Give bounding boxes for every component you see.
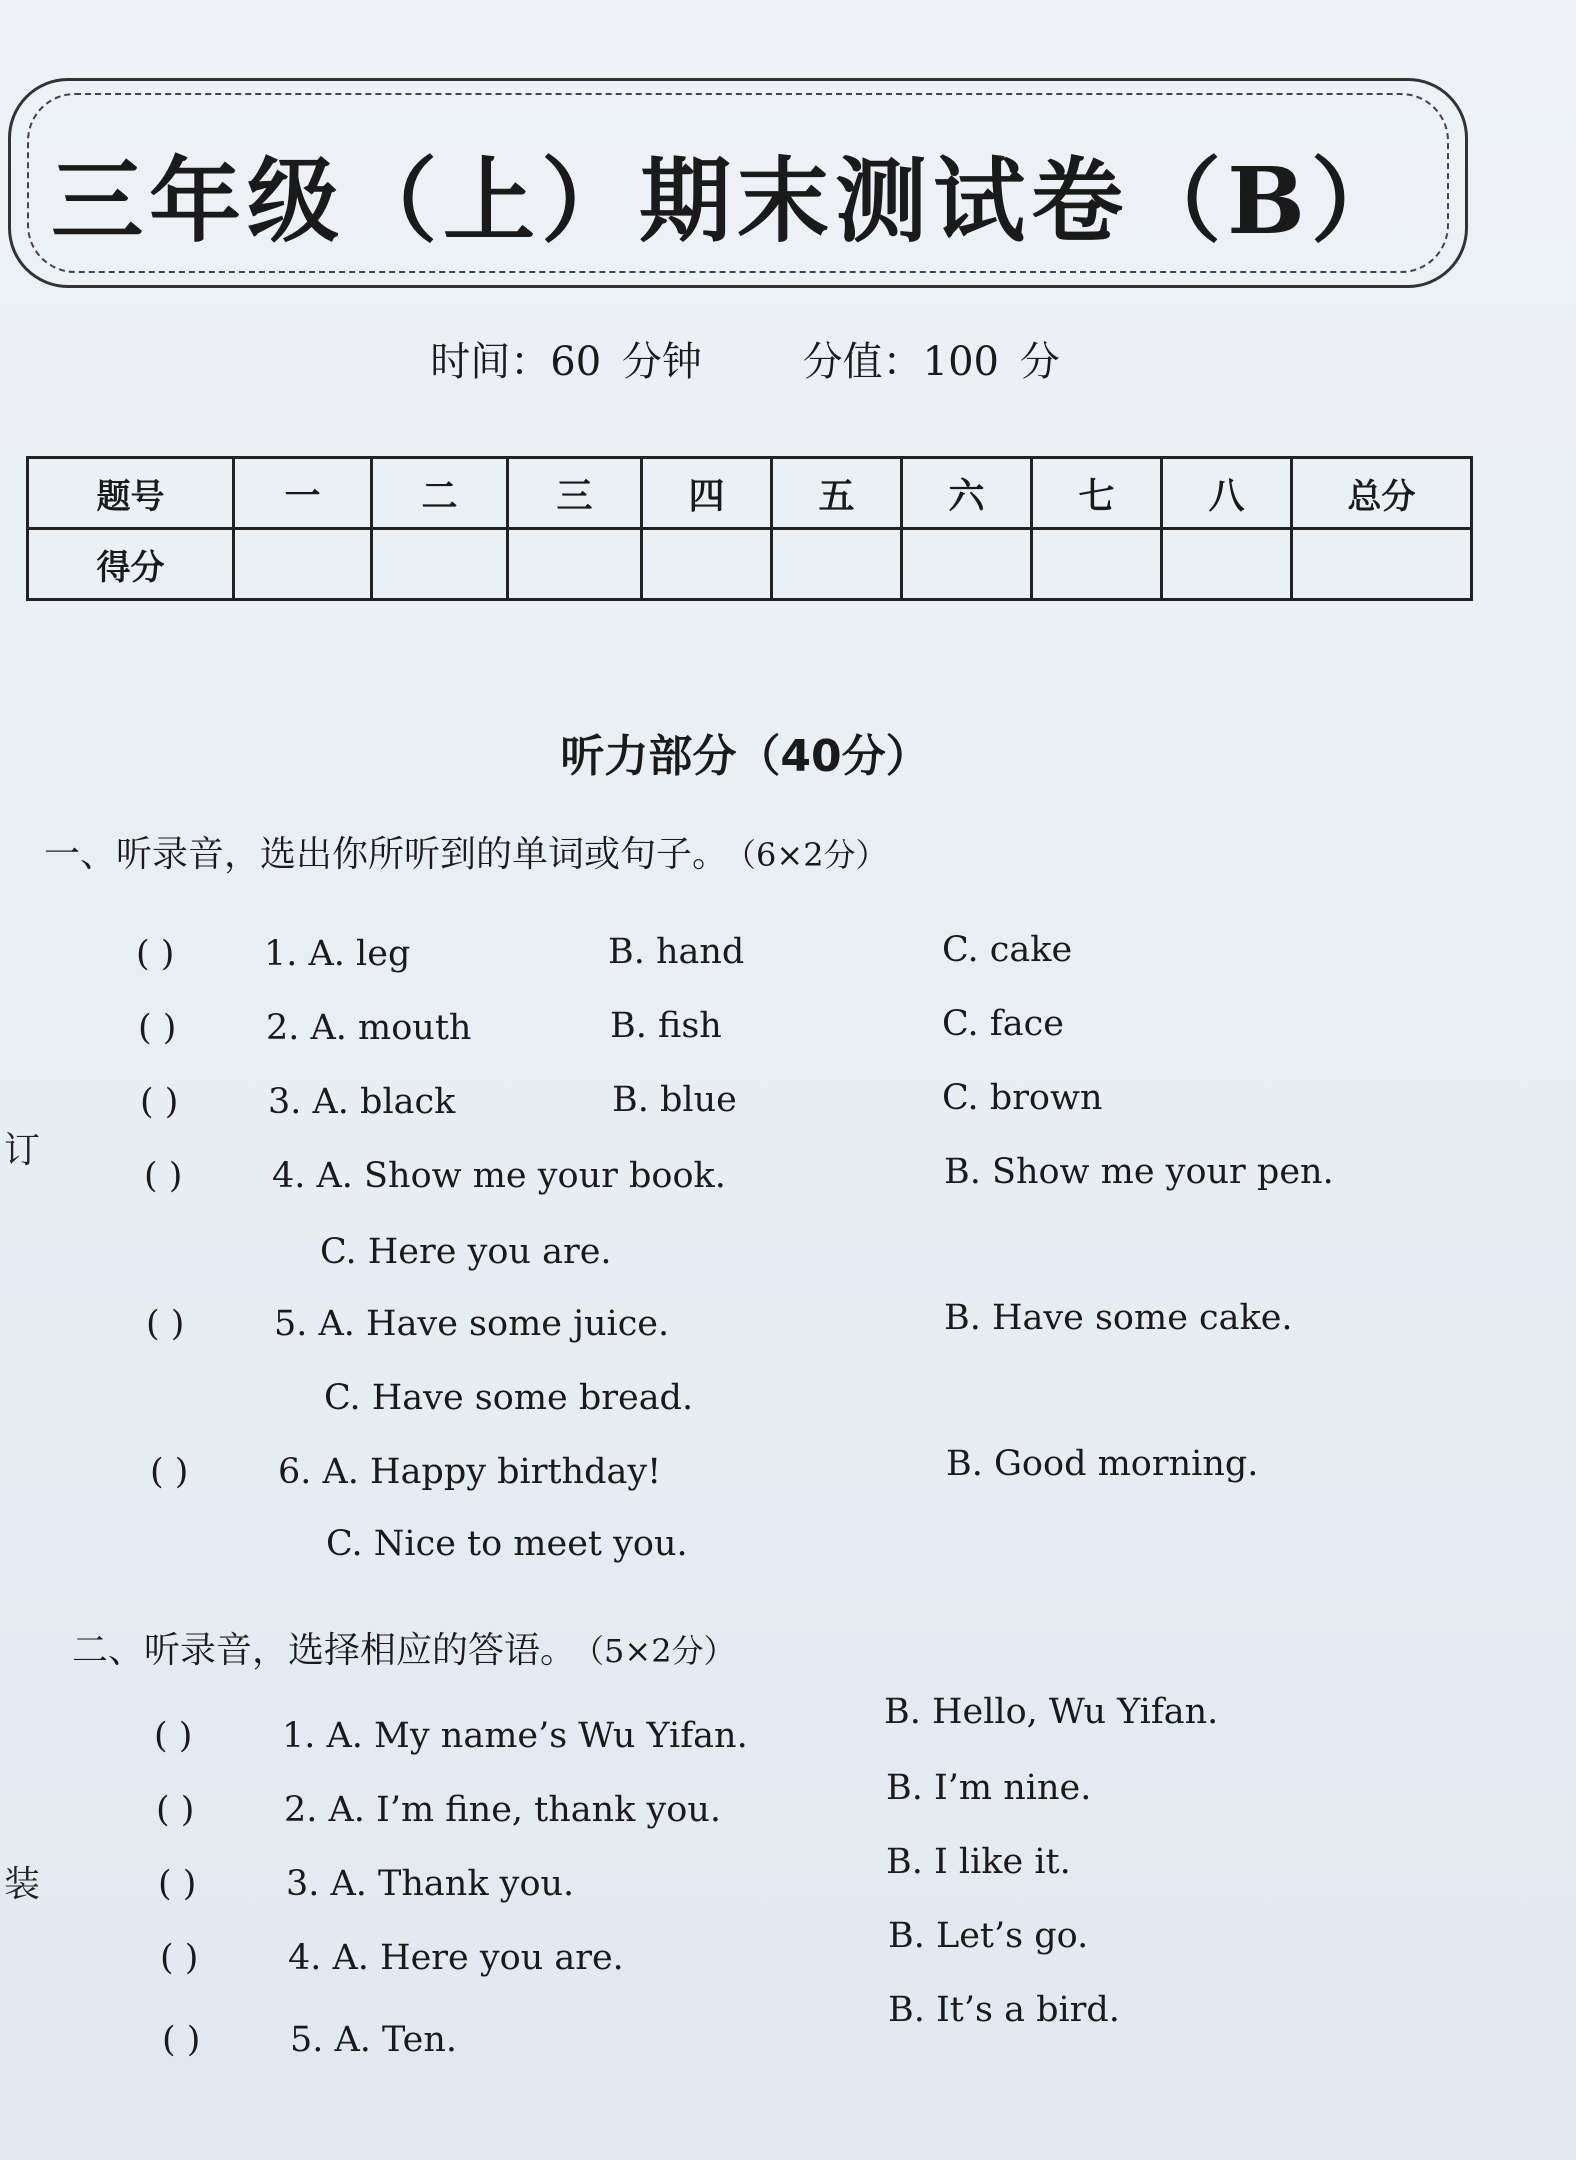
option-a: 4. A. Here you are. (288, 1938, 624, 1978)
cell-part-1: 一 (234, 458, 372, 529)
total-score: 分值：100 分 (802, 339, 1060, 385)
option-a: 1. A. My name’s Wu Yifan. (282, 1716, 748, 1756)
score-input-3[interactable] (508, 529, 642, 600)
option-a: 2. A. mouth (266, 1008, 472, 1048)
cell-question-number-label: 题号 (28, 458, 234, 529)
part2-question-1 (154, 1716, 748, 1756)
part1-q5-option-b: B. Have some cake. (944, 1298, 1293, 1338)
part1-q3-option-c: C. brown (942, 1078, 1103, 1118)
option-a: 3. A. black (268, 1082, 456, 1122)
cell-total-label: 总分 (1292, 458, 1472, 529)
cell-part-7: 七 (1032, 458, 1162, 529)
answer-blank[interactable]: ( ) (136, 934, 175, 974)
score-input-5[interactable] (772, 529, 902, 600)
part1-heading (44, 826, 888, 877)
answer-blank[interactable]: ( ) (162, 2020, 201, 2060)
exam-info (0, 330, 1490, 387)
part1-q1-option-c: C. cake (942, 930, 1073, 970)
cell-part-5: 五 (772, 458, 902, 529)
page-title: 三年级（上）期末测试卷（B） (51, 147, 1409, 255)
answer-blank[interactable]: ( ) (158, 1864, 197, 1904)
part2-heading (72, 1622, 736, 1673)
option-a: 4. A. Show me your book. (272, 1156, 726, 1196)
score-input-2[interactable] (372, 529, 508, 600)
part1-q3-option-b: B. blue (612, 1080, 737, 1120)
score-table-score-row (28, 529, 1472, 600)
score-input-4[interactable] (642, 529, 772, 600)
score-table-header-row (28, 458, 1472, 529)
part1-question-1 (136, 934, 410, 974)
answer-blank[interactable]: ( ) (146, 1304, 185, 1344)
option-a: 6. A. Happy birthday! (278, 1452, 662, 1492)
score-input-7[interactable] (1032, 529, 1162, 600)
part2-question-2 (156, 1790, 721, 1830)
part2-instruction: 二、听录音，选择相应的答语。 (72, 1630, 577, 1671)
cell-part-6: 六 (902, 458, 1032, 529)
part2-question-5 (162, 2020, 457, 2060)
time-limit: 时间：60 分钟 (430, 339, 702, 385)
cell-score-label: 得分 (28, 529, 234, 600)
answer-blank[interactable]: ( ) (160, 1938, 199, 1978)
listening-section-title: 听力部分（40分） (560, 731, 930, 782)
cell-part-4: 四 (642, 458, 772, 529)
cell-part-8: 八 (1162, 458, 1292, 529)
option-a: 3. A. Thank you. (286, 1864, 575, 1904)
part1-q5-option-c: C. Have some bread. (324, 1378, 694, 1418)
binding-mark-1: 订 (4, 1130, 41, 1171)
cell-part-3: 三 (508, 458, 642, 529)
answer-blank[interactable]: ( ) (144, 1156, 183, 1196)
score-input-1[interactable] (234, 529, 372, 600)
part1-question-5 (146, 1304, 669, 1344)
answer-blank[interactable]: ( ) (156, 1790, 195, 1830)
binding-mark-2: 装 (4, 1864, 41, 1905)
answer-blank[interactable]: ( ) (140, 1082, 179, 1122)
part1-q4-option-b: B. Show me your pen. (944, 1152, 1334, 1192)
part1-q6-option-c: C. Nice to meet you. (326, 1524, 688, 1564)
part2-q4-option-b: B. Let’s go. (888, 1916, 1089, 1956)
part1-q1-option-b: B. hand (608, 932, 745, 972)
option-a: 5. A. Have some juice. (274, 1304, 670, 1344)
score-table (26, 456, 1473, 601)
part2-q2-option-b: B. I’m nine. (886, 1768, 1092, 1808)
part1-points: （6×2分） (740, 836, 888, 874)
option-a: 2. A. I’m fine, thank you. (284, 1790, 722, 1830)
answer-blank[interactable]: ( ) (150, 1452, 189, 1492)
part2-question-4 (160, 1938, 624, 1978)
score-input-8[interactable] (1162, 529, 1292, 600)
score-input-6[interactable] (902, 529, 1032, 600)
part2-question-3 (158, 1864, 574, 1904)
part2-points: （5×2分） (588, 1632, 736, 1670)
part1-q6-option-b: B. Good morning. (946, 1444, 1259, 1484)
option-a: 5. A. Ten. (290, 2020, 458, 2060)
answer-blank[interactable]: ( ) (138, 1008, 177, 1048)
part1-question-3 (140, 1082, 455, 1122)
part1-question-6 (150, 1452, 661, 1492)
part1-q2-option-c: C. face (942, 1004, 1064, 1044)
part1-question-4 (144, 1156, 726, 1196)
answer-blank[interactable]: ( ) (154, 1716, 193, 1756)
part2-q3-option-b: B. I like it. (886, 1842, 1071, 1882)
part1-q4-option-c: C. Here you are. (320, 1232, 612, 1272)
option-a: 1. A. leg (264, 934, 411, 974)
cell-part-2: 二 (372, 458, 508, 529)
part2-q5-option-b: B. It’s a bird. (888, 1990, 1120, 2030)
part1-question-2 (138, 1008, 471, 1048)
part1-q2-option-b: B. fish (610, 1006, 722, 1046)
part1-instruction: 一、听录音，选出你所听到的单词或句子。 (44, 834, 729, 875)
score-input-total[interactable] (1292, 529, 1472, 600)
part2-q1-option-b: B. Hello, Wu Yifan. (884, 1692, 1219, 1732)
